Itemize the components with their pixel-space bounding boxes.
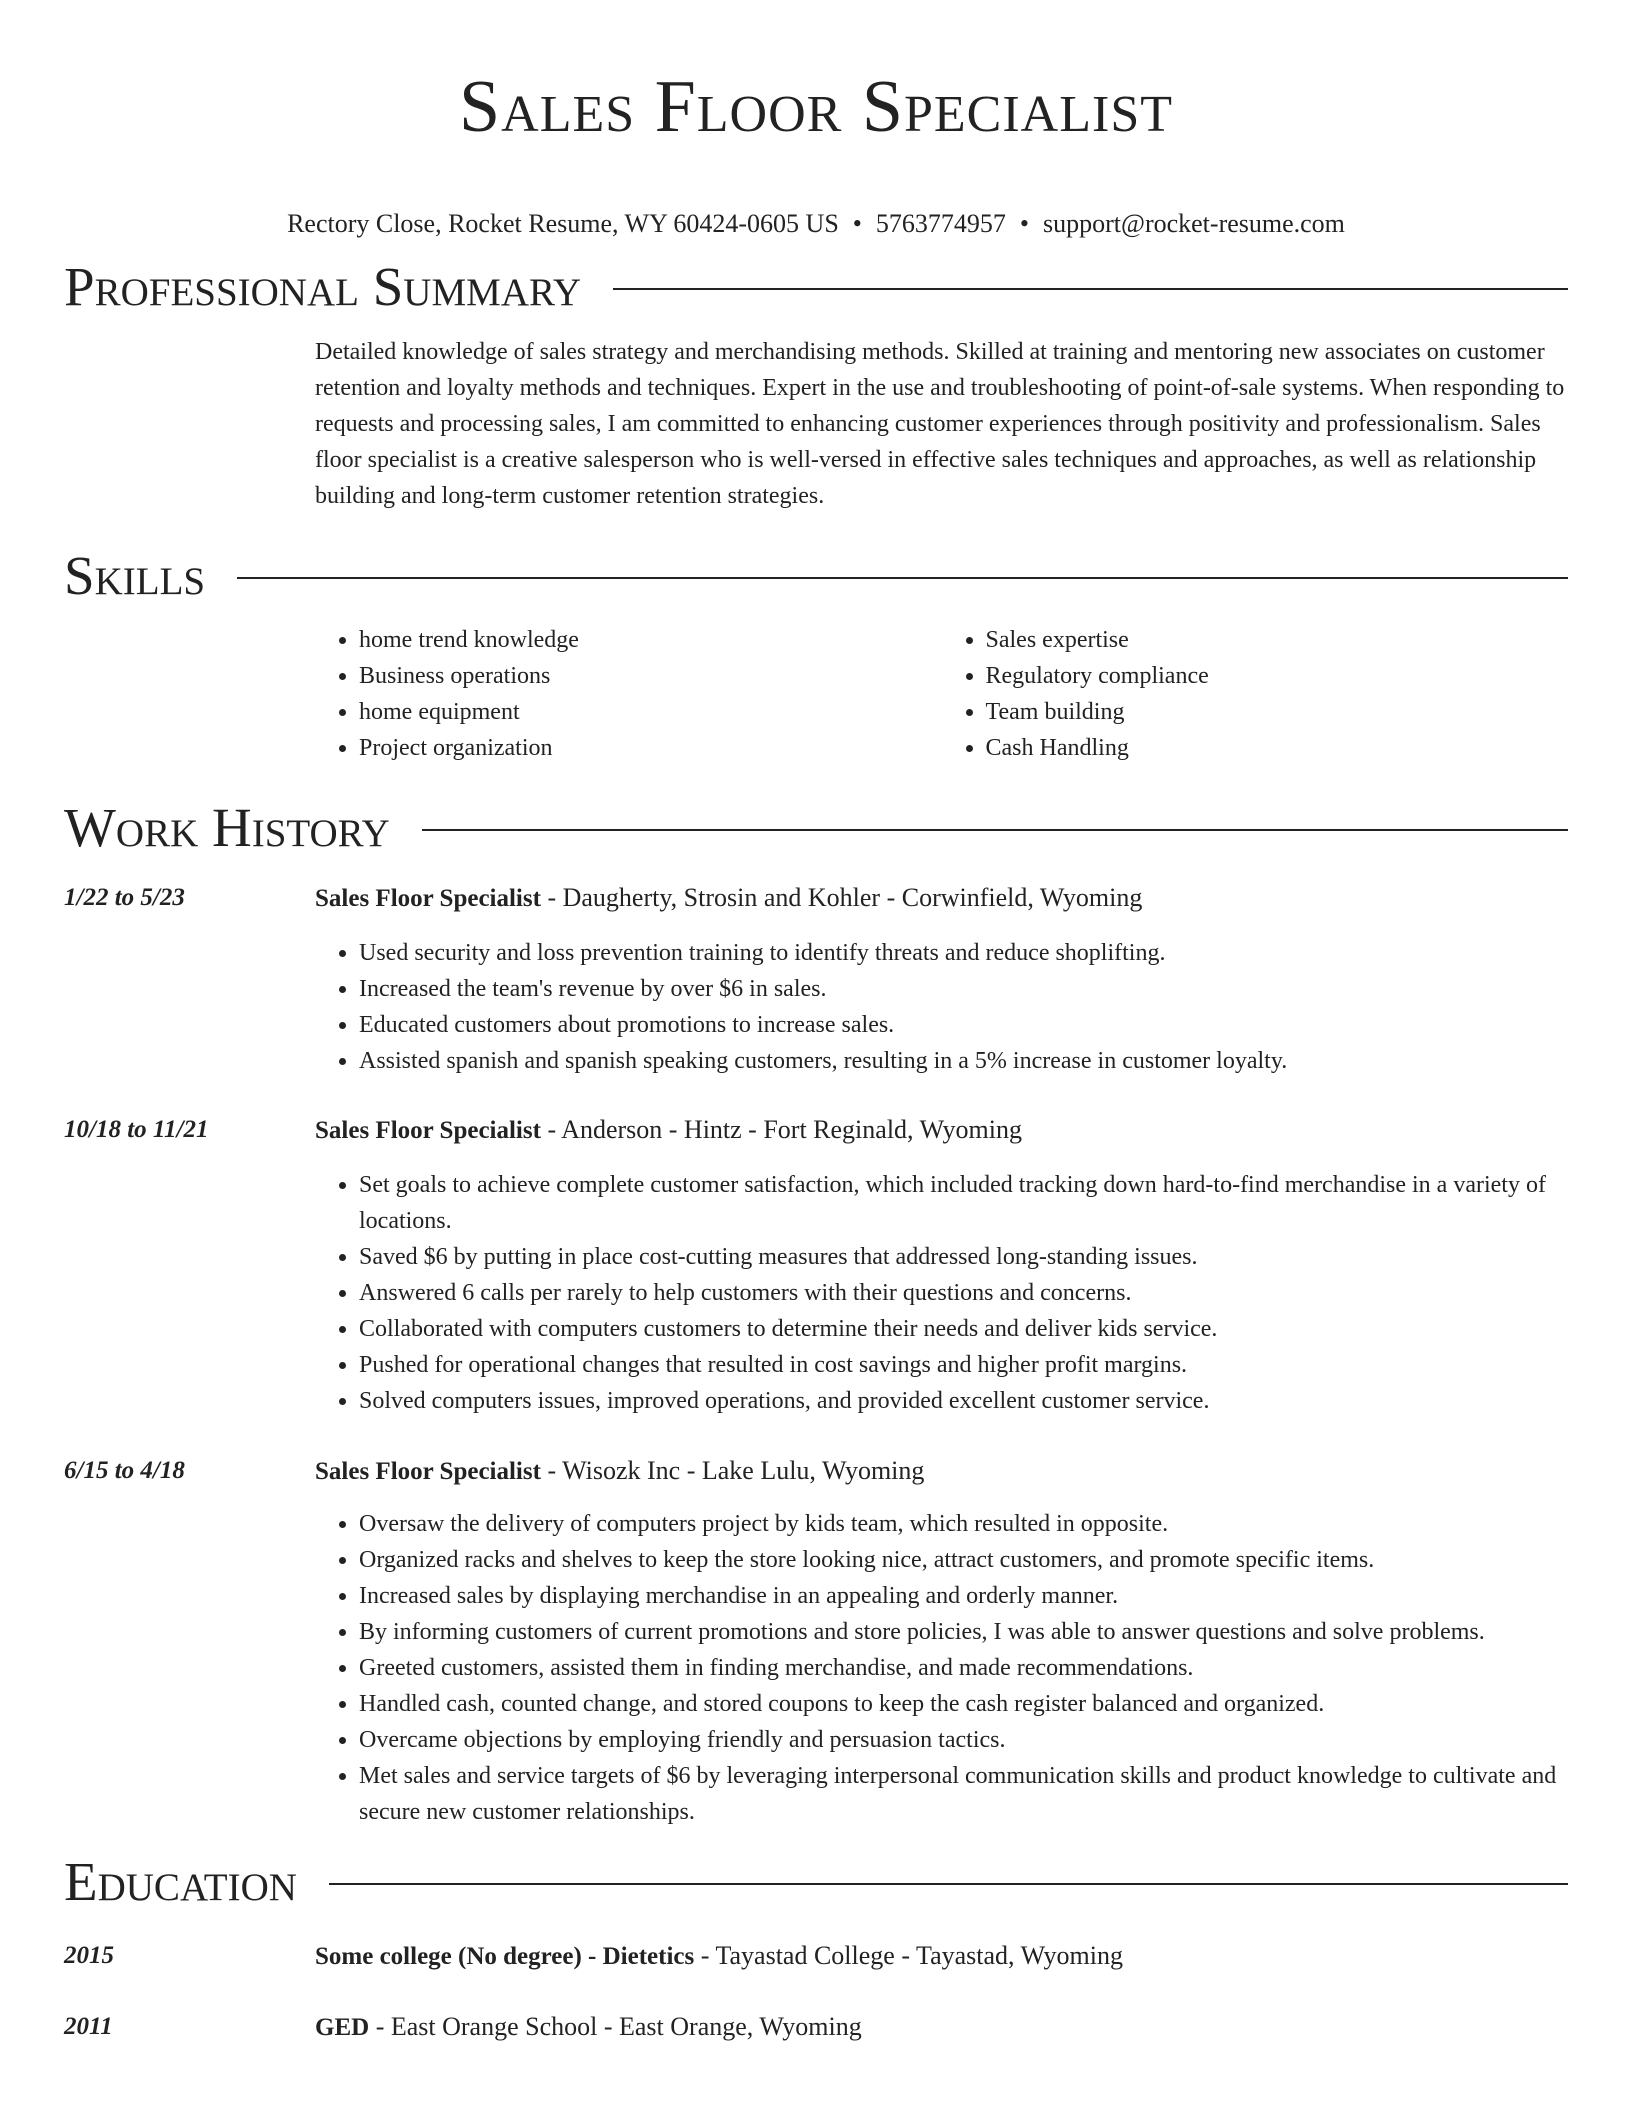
job-details: - Wisozk Inc - Lake Lulu, Wyoming [540,1456,925,1485]
job-bullet: • Greeted customers, assisted them in finding merchandise, and made recommendations. [359,1650,1568,1686]
summary-block [315,334,1568,514]
education-year: 2015 [64,1942,114,1969]
email: support@rocket-resume.com [1043,209,1345,238]
education-section-header [64,1849,1568,1915]
job-bullet: • Organized racks and shelves to keep the store looking nice, attract customers, and promote specific items. [359,1542,1568,1578]
job-bullet: • Oversaw the delivery of computers project by kids team, which resulted in opposite. [359,1506,1568,1542]
education-entry [315,1938,1568,1975]
education-title: Education [64,1851,297,1912]
skills-section-header [64,543,1568,609]
job-bullet: • Educated customers about promotions to increase sales. [359,1007,1568,1043]
job-heading [315,1112,1568,1149]
job-entry [315,1112,1568,1419]
job-bullet: • Assisted spanish and spanish speaking customers, resulting in a 5% increase in customer loyalty. [359,1043,1568,1079]
summary-title: Professional Summary [64,256,582,317]
section-divider [329,1883,1568,1885]
job-bullet: • Used security and loss prevention training to identify threats and reduce shoplifting. [359,935,1568,971]
job-title: Sales Floor Specialist [315,1117,541,1144]
education-heading [315,2009,1568,2046]
summary-text: Detailed knowledge of sales strategy and merchandising methods. Skilled at training and mentoring new associates on customer retention and loyalty methods and techniques. Expert in the use and troubleshooting of point-of-sale systems. When responding to requests and processing sales, I am committed to enhancing customer experiences through positivity and professionalism. Sales floor specialist is a creative salesperson who is well-versed in effective sales techniques and approaches, as well as relationship building and long-term customer retention strategies. [315,339,1565,509]
skill-item: • Regulatory compliance [986,658,1569,694]
job-bullet: • Met sales and service targets of $6 by leveraging interpersonal communication skills and product knowledge to cultivate and secure new customer relationships. [359,1758,1568,1830]
work-title: Work History [64,797,390,858]
job-heading [315,1453,1568,1490]
skill-item: • Cash Handling [986,730,1569,766]
skill-item: • home trend knowledge [359,622,942,658]
skill-item: • Team building [986,694,1569,730]
job-dates: 1/22 to 5/23 [64,884,185,911]
skill-item: • Project organization [359,730,942,766]
skill-item: • Business operations [359,658,942,694]
job-bullet: • Increased the team's revenue by over $6 in sales. [359,971,1568,1007]
skill-item: • Sales expertise [986,622,1569,658]
skills-column-right [942,622,1569,766]
job-bullet: • Overcame objections by employing friendly and persuasion tactics. [359,1722,1568,1758]
skill-item: • home equipment [359,694,942,730]
job-bullet: • By informing customers of current promotions and store policies, I was able to answer questions and solve problems. [359,1614,1568,1650]
resume-name: Sales Floor Specialist [458,66,1174,148]
skills-title: Skills [64,545,206,606]
job-bullet: • Pushed for operational changes that resulted in cost savings and higher profit margins. [359,1347,1568,1383]
education-degree: GED [315,2014,370,2041]
contact-line [0,208,1632,240]
job-bullet: • Set goals to achieve complete customer satisfaction, which included tracking down hard-to-find merchandise in a variety of locations. [359,1167,1568,1239]
education-heading [315,1938,1568,1975]
job-heading [315,880,1568,917]
job-details: - Daugherty, Strosin and Kohler - Corwinfield, Wyoming [540,883,1143,912]
skills-column-left [315,622,942,766]
job-details: - Anderson - Hintz - Fort Reginald, Wyoming [540,1115,1023,1144]
education-year: 2011 [64,2013,113,2040]
job-bullets [315,1167,1568,1419]
separator: • [852,209,862,238]
education-entry [315,2009,1568,2046]
summary-section-header [64,254,1568,320]
address: Rectory Close, Rocket Resume, WY 60424-0605 US [287,209,839,238]
phone: 5763774957 [875,209,1006,238]
education-details: - East Orange School - East Orange, Wyoming [369,2012,862,2041]
job-bullet: • Collaborated with computers customers to determine their needs and deliver kids service. [359,1311,1568,1347]
job-entry [315,880,1568,1079]
job-bullet: • Handled cash, counted change, and stored coupons to keep the cash register balanced and organized. [359,1686,1568,1722]
skills-list [315,622,1568,766]
education-degree: Some college (No degree) - Dietetics [315,1943,695,1970]
section-divider [422,829,1568,831]
job-title: Sales Floor Specialist [315,1458,541,1485]
job-title: Sales Floor Specialist [315,885,541,912]
job-dates: 6/15 to 4/18 [64,1457,185,1484]
job-bullets [315,1506,1568,1830]
education-details: - Tayastad College - Tayastad, Wyoming [694,1941,1124,1970]
separator: • [1019,209,1029,238]
section-divider [613,288,1568,290]
job-bullet: • Saved $6 by putting in place cost-cutting measures that addressed long-standing issues. [359,1239,1568,1275]
job-bullet: • Increased sales by displaying merchandise in an appealing and orderly manner. [359,1578,1568,1614]
job-bullet: • Solved computers issues, improved operations, and provided excellent customer service. [359,1383,1568,1419]
job-bullet: • Answered 6 calls per rarely to help customers with their questions and concerns. [359,1275,1568,1311]
job-dates: 10/18 to 11/21 [64,1116,209,1143]
job-entry [315,1453,1568,1830]
work-section-header [64,795,1568,861]
job-bullets [315,935,1568,1079]
section-divider [237,577,1568,579]
